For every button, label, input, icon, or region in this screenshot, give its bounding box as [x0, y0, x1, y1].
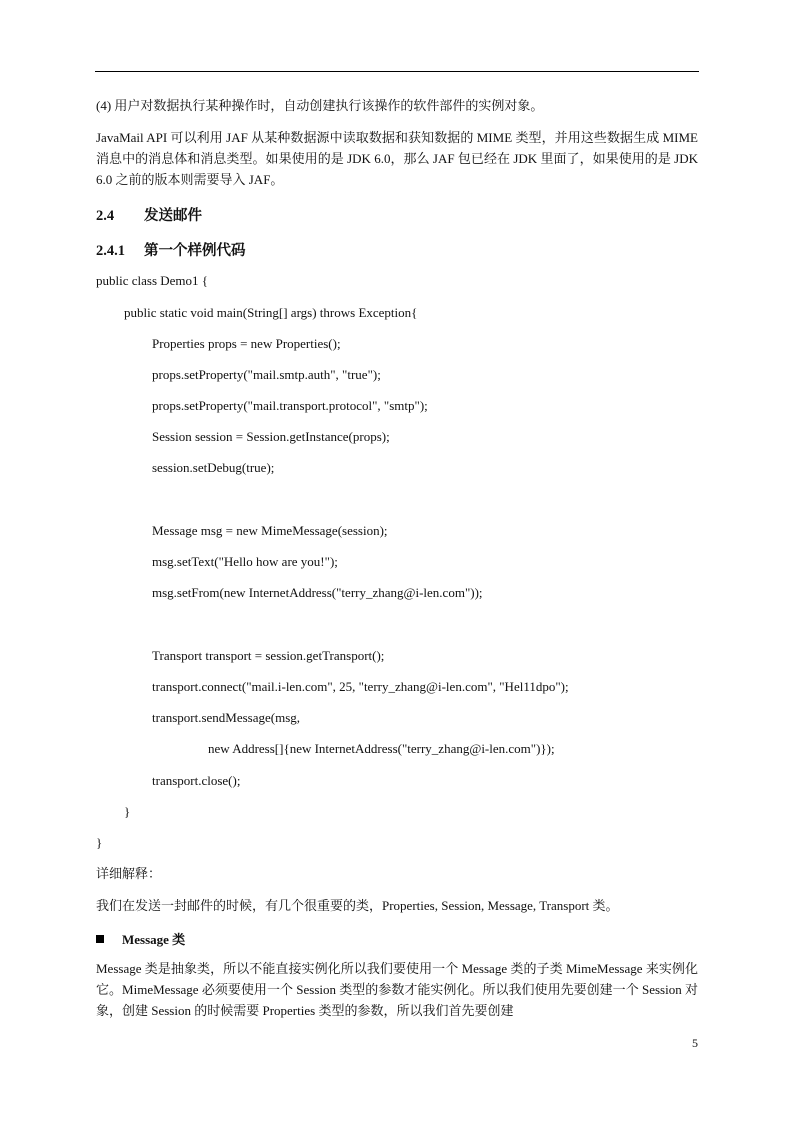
page-number: 5 — [692, 1036, 698, 1050]
code-line: session.setDebug(true); — [152, 460, 275, 475]
code-line: props.setProperty("mail.smtp.auth", "true"); — [152, 367, 381, 382]
code-line: transport.sendMessage(msg, — [152, 710, 301, 725]
intro-line: (4) 用户对数据执行某种操作时，自动创建执行该操作的软件部件的实例对象。 — [96, 98, 544, 113]
code-line: Properties props = new Properties(); — [152, 336, 341, 351]
section-heading — [96, 204, 202, 225]
code-line: public class Demo1 { — [96, 273, 209, 288]
code-line: public static void main(String[] args) throws Exception{ — [124, 305, 418, 320]
square-bullet-icon — [96, 935, 104, 943]
subsection-heading — [96, 239, 246, 260]
bullet-title: Message 类 — [122, 932, 186, 947]
subsection-number: 2.4.1 — [96, 243, 125, 259]
classes-sentence: 我们在发送一封邮件的时候，有几个很重要的类，Properties, Session, Message, Transport 类。 — [96, 898, 619, 913]
code-line: Message msg = new MimeMessage(session); — [152, 523, 388, 538]
section-number: 2.4 — [96, 208, 115, 224]
code-line: transport.connect("mail.i-len.com", 25, "terry_zhang@i-len.com", "Hel11dpo"); — [152, 679, 569, 694]
code-line: } — [96, 835, 103, 850]
code-line: transport.close(); — [152, 773, 241, 788]
section-title: 发送邮件 — [144, 208, 202, 224]
message-paragraph: Message 类是抽象类，所以不能直接实例化所以我们要使用一个 Message 类的子类 MimeMessage 来实例化它。MimeMessage 必须要使用一个 Session 类型的参数才能实例化。所以我们使用先要创建一个 Session 对象，创建 Session 的时候需要 Properties 类型的参数，所以我们首先要创建 — [96, 961, 698, 1018]
code-line: msg.setFrom(new InternetAddress("terry_zhang@i-len.com")); — [152, 585, 483, 600]
code-line: Session session = Session.getInstance(props); — [152, 429, 390, 444]
explain-label: 详细解释： — [96, 866, 162, 881]
code-line: new Address[]{new InternetAddress("terry_zhang@i-len.com")}); — [208, 741, 555, 756]
bullet-heading — [96, 929, 185, 948]
subsection-title: 第一个样例代码 — [144, 243, 246, 259]
jaf-paragraph: JavaMail API 可以利用 JAF 从某种数据源中读取数据和获知数据的 MIME 类型，并用这些数据生成 MIME 消息中的消息体和消息类型。如果使用的是 JDK 6.0，那么 JAF 包已经在 JDK 里面了，如果使用的是 JDK 6.0 之前的版本则需要导入 JAF。 — [96, 130, 698, 187]
code-line: msg.setText("Hello how are you!"); — [152, 554, 338, 569]
code-line: props.setProperty("mail.transport.protocol", "smtp"); — [152, 398, 428, 413]
code-line: } — [124, 804, 131, 819]
header-rule — [95, 71, 699, 72]
code-line: Transport transport = session.getTransport(); — [152, 648, 385, 663]
